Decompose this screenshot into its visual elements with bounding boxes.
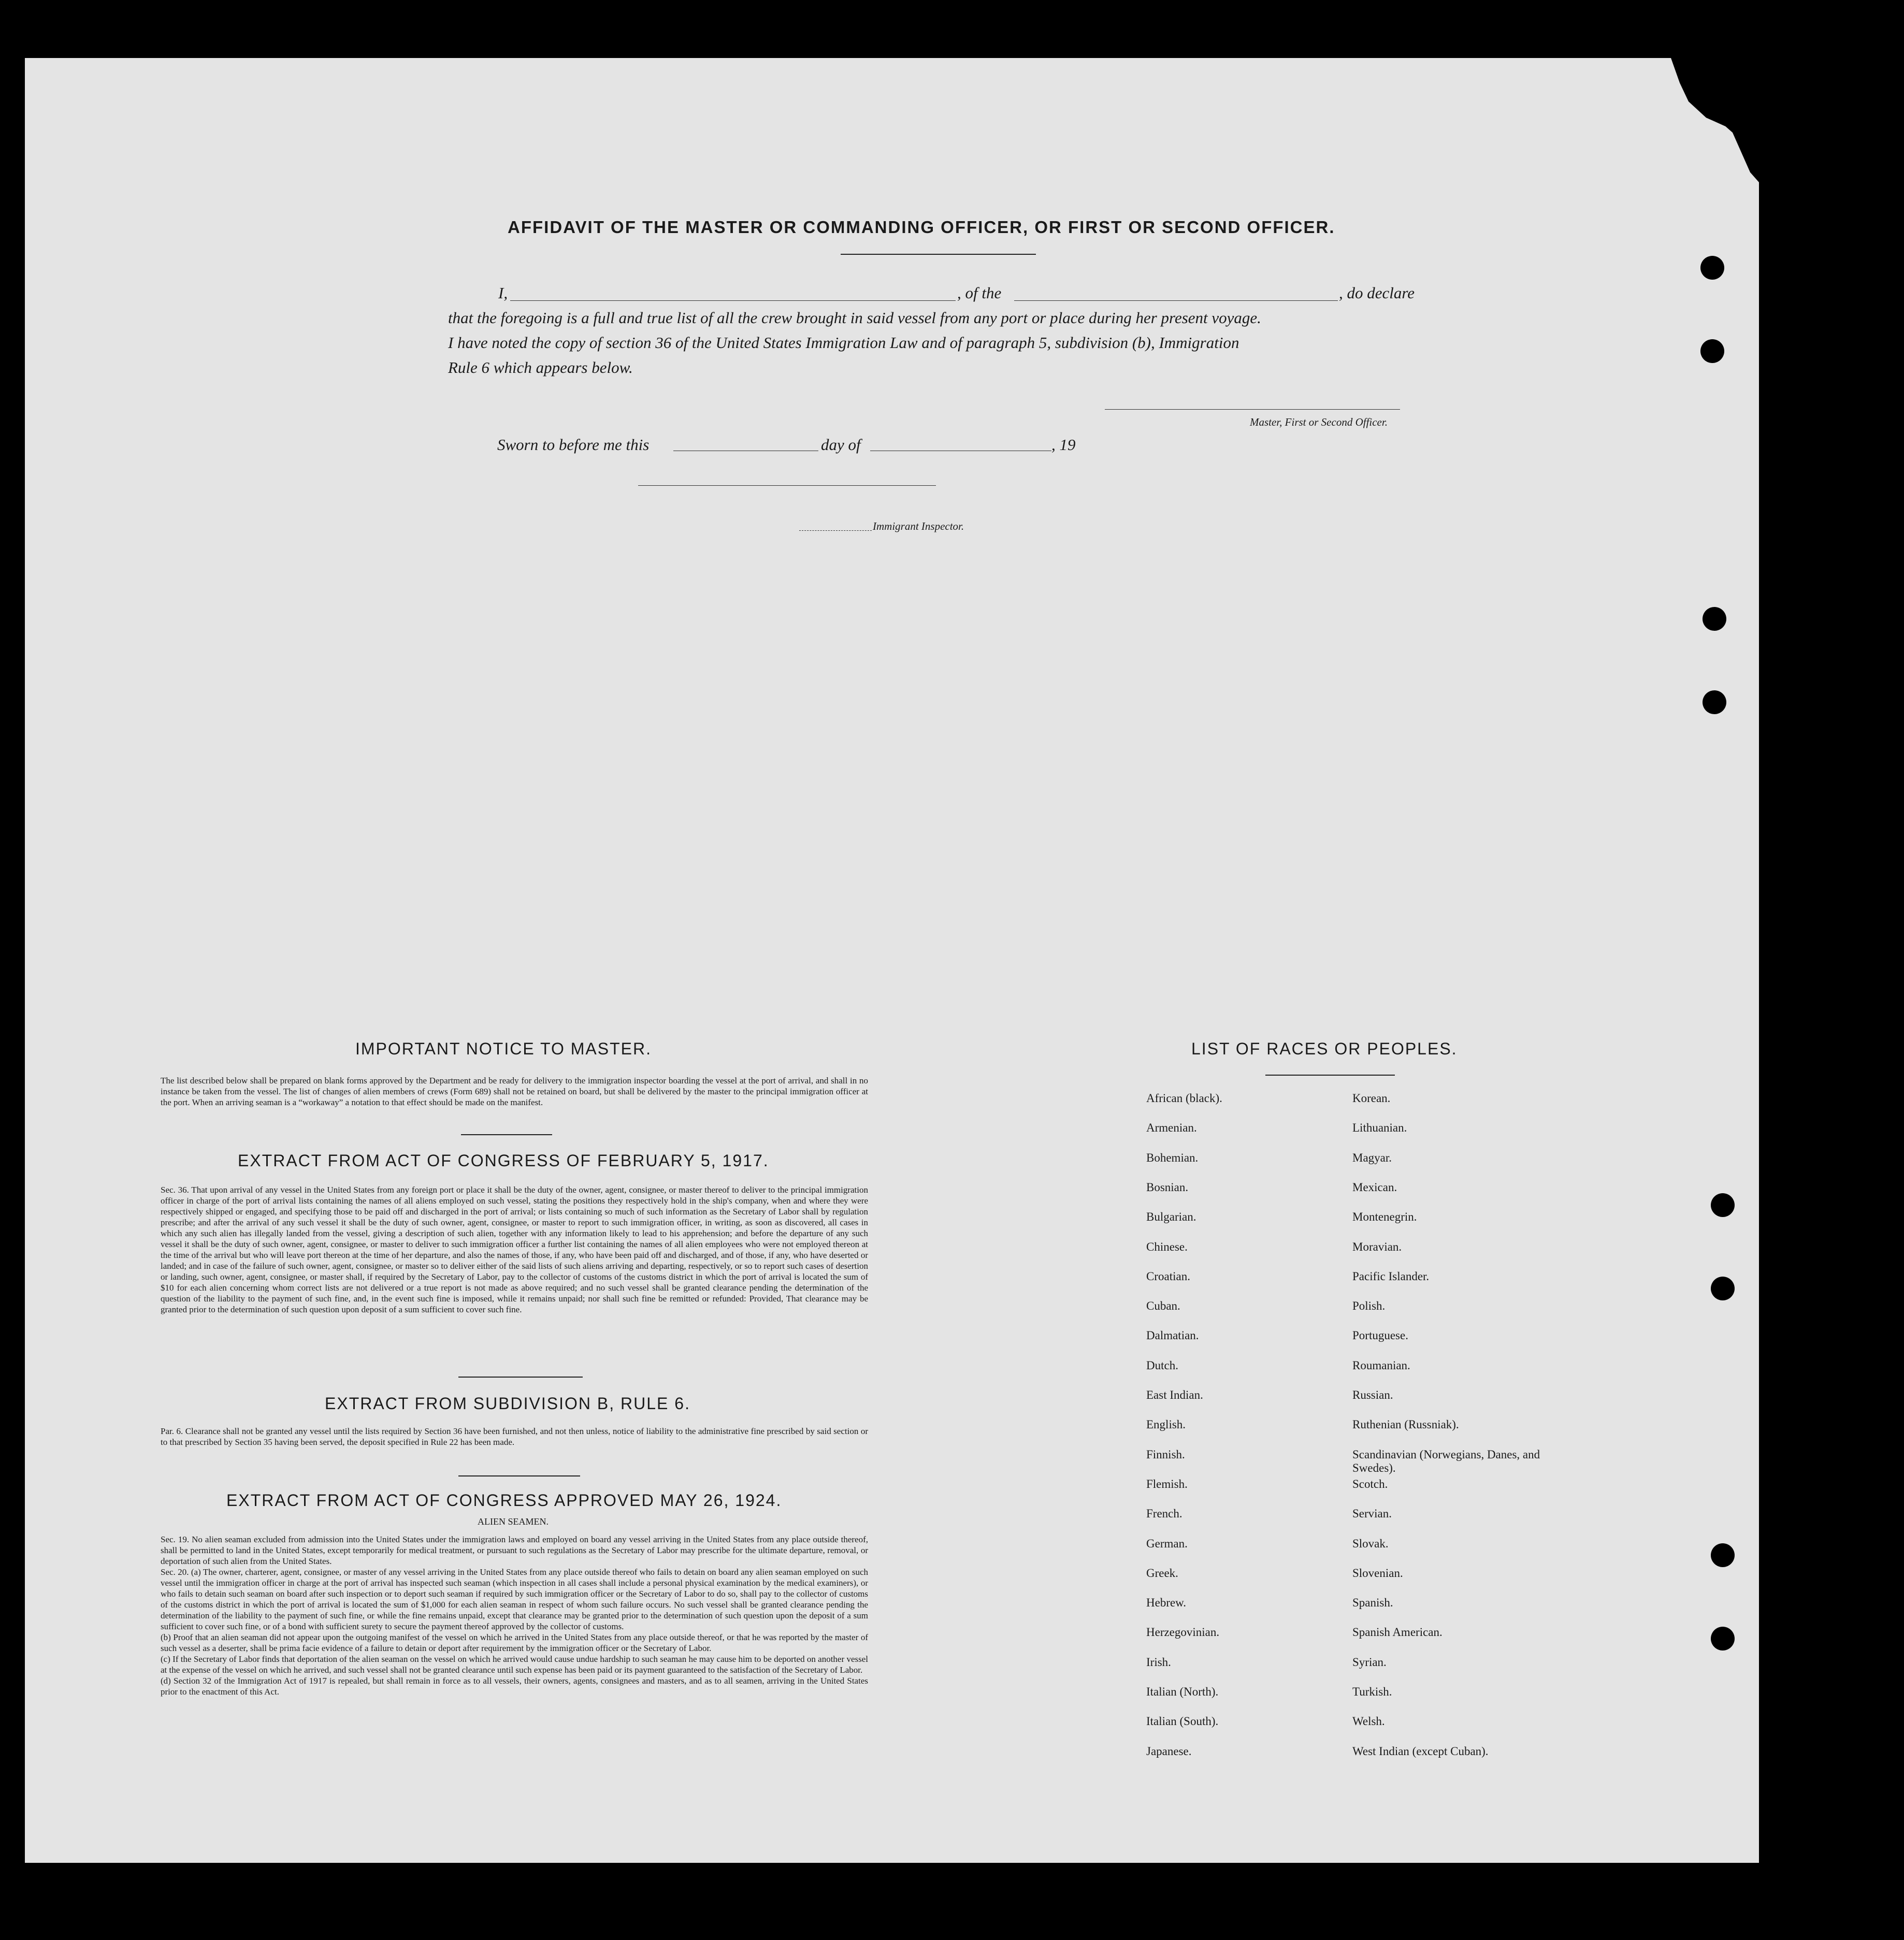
master-signature-caption: Master, First or Second Officer. bbox=[1250, 416, 1388, 428]
inspector-caption: Immigrant Inspector. bbox=[873, 520, 964, 532]
race-item: English. bbox=[1146, 1418, 1186, 1431]
sec-20d-paragraph: (d) Section 32 of the Immigration Act of 1917 is repealed, but shall remain in force as to all vessels, their owners, agents, consignees and masters, and as to all seamen, arriving in the United States prior to the enactment of this Act. bbox=[161, 1676, 868, 1697]
torn-corner bbox=[1671, 58, 1759, 182]
affidavit-line-2: I have noted the copy of section 36 of the United States Immigration Law and of paragraph 5, subdivision (b), Immigration bbox=[448, 334, 1239, 352]
punch-hole bbox=[1711, 1193, 1735, 1217]
extract-1924-subtitle: ALIEN SEAMEN. bbox=[478, 1516, 549, 1527]
race-item: Mexican. bbox=[1352, 1180, 1397, 1194]
race-item: Italian (North). bbox=[1146, 1685, 1219, 1698]
race-item: Welsh. bbox=[1352, 1715, 1385, 1728]
notice-text: The list described below shall be prepared on blank forms approved by the Department and be ready for delivery to the immigration inspector boarding the vessel at the port of arrival, and shall in no instance be taken from the vessel. The list of changes of alien members of crews (Form 689) shall not be retained on board, but shall be delivered by the master to the principal immigration officer at the port. When an arriving seaman is a “workaway” a notation to that effect should be made on the manifest. bbox=[161, 1076, 868, 1107]
punch-hole bbox=[1711, 1277, 1735, 1300]
race-item: Slovenian. bbox=[1352, 1566, 1403, 1580]
inspector-prefix-line bbox=[799, 530, 872, 531]
race-item: Servian. bbox=[1352, 1507, 1392, 1521]
race-item: Finnish. bbox=[1146, 1447, 1185, 1461]
race-item: Japanese. bbox=[1146, 1744, 1192, 1758]
race-item: Bulgarian. bbox=[1146, 1210, 1196, 1224]
race-item: Roumanian. bbox=[1352, 1358, 1410, 1372]
race-item: Montenegrin. bbox=[1352, 1210, 1417, 1224]
race-item: German. bbox=[1146, 1537, 1188, 1550]
year-label: , 19 bbox=[1051, 436, 1076, 454]
race-item: Scotch. bbox=[1352, 1477, 1388, 1490]
race-item: Pacific Islander. bbox=[1352, 1269, 1430, 1283]
name-blank[interactable] bbox=[510, 300, 956, 301]
race-item: Magyar. bbox=[1352, 1151, 1392, 1164]
races-title: LIST OF RACES OR PEOPLES. bbox=[1191, 1039, 1458, 1058]
sec-19-paragraph: Sec. 19. No alien seaman excluded from admission into the United States under the immigration laws and employed on board any vessel arriving in the United States from any place outside thereof, shall be permitted to land in the United States, except temporarily for medical treatment, or pursuant to such regulations as the Secretary of Labor may prescribe for the ultimate departure, removal, or deportation of such alien from the United States. bbox=[161, 1534, 868, 1566]
race-item: Dutch. bbox=[1146, 1358, 1178, 1372]
punch-hole bbox=[1700, 256, 1724, 280]
race-item: African (black). bbox=[1146, 1092, 1222, 1105]
sec-20c-paragraph: (c) If the Secretary of Labor finds that deportation of the alien seaman on the vessel on which he arrived would cause undue hardship to such seaman he may cause him to be deported on another vessel at the expense of the vessel on which he arrived, and such vessel shall not be granted clearance until such expense has been paid or its payment guaranteed to the satisfaction of the Secretary of Labor. bbox=[161, 1654, 868, 1675]
punch-hole bbox=[1703, 690, 1726, 714]
race-item: Croatian. bbox=[1146, 1269, 1190, 1283]
i-label: I, bbox=[498, 284, 508, 302]
race-item: Moravian. bbox=[1352, 1240, 1402, 1253]
extract-1917-rule bbox=[458, 1377, 583, 1378]
affidavit-line-3: Rule 6 which appears below. bbox=[448, 358, 633, 377]
sworn-label: Sworn to before me this bbox=[497, 436, 650, 454]
do-declare-label: , do declare bbox=[1339, 284, 1415, 302]
race-item: Bosnian. bbox=[1146, 1180, 1189, 1194]
punch-hole bbox=[1711, 1543, 1735, 1567]
subdivision-text: Par. 6. Clearance shall not be granted any vessel until the lists required by Section 36 have been furnished, and not then unless, notice of liability to the administrative fine prescribed by said section or to that prescribed by Section 35 having been served, the deposit specified in Rule 22 has been made. bbox=[161, 1426, 868, 1447]
subdivision-rule bbox=[458, 1475, 580, 1476]
race-item: Spanish. bbox=[1352, 1596, 1393, 1610]
race-item: Spanish American. bbox=[1352, 1626, 1443, 1639]
race-item: Hebrew. bbox=[1146, 1596, 1187, 1610]
day-of-label: day of bbox=[821, 436, 861, 454]
race-item: West Indian (except Cuban). bbox=[1352, 1744, 1489, 1758]
extract-1917-title: EXTRACT FROM ACT OF CONGRESS OF FEBRUARY 5, 1917. bbox=[238, 1151, 769, 1170]
subdivision-title: EXTRACT FROM SUBDIVISION B, RULE 6. bbox=[325, 1394, 690, 1413]
race-item: Polish. bbox=[1352, 1299, 1386, 1313]
notice-rule bbox=[461, 1134, 552, 1135]
races-rule bbox=[1265, 1075, 1395, 1076]
race-item: Chinese. bbox=[1146, 1240, 1188, 1253]
race-item: Armenian. bbox=[1146, 1121, 1197, 1135]
race-item: Scandinavian (Norwegians, Danes, and Swedes). bbox=[1352, 1447, 1540, 1474]
extract-1917-text: Sec. 36. That upon arrival of any vessel in the United States from any foreign port or place it shall be the duty of the owner, agent, consignee, or master thereof to deliver to the principal immigration officer in charge of the port of arrival lists containing the names of all aliens employed on such vessel, stating the positions they respectively hold in the ship's company, when and where they were respectively shipped or engaged, and specifying those to be paid off and discharged in the port of arrival; or lists containing so much of such information as the Secretary of Labor shall by regulation prescribe; and after the arrival of any such vessel it shall be the duty of such owner, agent, consignee, or master to report to such immigration officer, in writing, as soon as discovered, all cases in which any such alien has illegally landed from the vessel, giving a description of such alien, together with any information likely to lead to his apprehension; and before the departure of any such vessel it shall be the duty of such owner, agent, consignee, or master to deliver to such immigration officer a further list containing the names of all alien employees who were not employed thereon at the time of the arrival but who will leave port thereon at the time of her departure, and also the names of those, if any, who have been paid off and discharged, and of those, if any, who have deserted or landed; and in case of the failure of such owner, agent, consignee, or master so to deliver either of the said lists of such aliens arriving and departing, respectively, or so to report such cases of desertion or landing, such owner, agent, consignee, or master shall, if required by the Secretary of Labor, pay to the collector of customs of the customs district in which the port of arrival is located the sum of $10 for each alien concerning whom correct lists are not delivered or a true report is not made as above required; and no such vessel shall be granted clearance pending the determination of the question of the liability to the payment of such fine, and, in the event such fine is imposed, while it remains unpaid; nor shall such fine be remitted or refunded: Provided, That clearance may be granted prior to the determination of such question upon deposit of a sum sufficient to cover such fine. bbox=[161, 1185, 868, 1314]
race-item: Syrian. bbox=[1352, 1655, 1387, 1669]
punch-hole bbox=[1703, 607, 1726, 631]
race-item: Cuban. bbox=[1146, 1299, 1180, 1313]
sec-20b-paragraph: (b) Proof that an alien seaman did not appear upon the outgoing manifest of the vessel on which he arrived in the United States from any place outside thereof, or that he was reported by the master of such vessel as a deserter, shall be prima facie evidence of a failure to detain or deport after requirement by the immigration officer or the Secretary of Labor. bbox=[161, 1632, 868, 1653]
race-item: Herzegovinian. bbox=[1146, 1626, 1220, 1639]
punch-hole bbox=[1711, 1627, 1735, 1651]
vessel-blank[interactable] bbox=[1014, 300, 1338, 301]
affidavit-title: AFFIDAVIT OF THE MASTER OR COMMANDING OFFICER, OR FIRST OR SECOND OFFICER. bbox=[508, 218, 1335, 237]
race-item: Greek. bbox=[1146, 1566, 1178, 1580]
punch-hole bbox=[1700, 339, 1724, 363]
race-item: Bohemian. bbox=[1146, 1151, 1199, 1164]
race-item: Korean. bbox=[1352, 1092, 1391, 1105]
race-item: Portuguese. bbox=[1352, 1329, 1408, 1342]
race-item: Ruthenian (Russniak). bbox=[1352, 1418, 1459, 1431]
race-item: Italian (South). bbox=[1146, 1715, 1219, 1728]
race-item: Flemish. bbox=[1146, 1477, 1188, 1490]
master-signature-line[interactable] bbox=[1105, 409, 1400, 410]
race-item: Slovak. bbox=[1352, 1537, 1389, 1550]
race-item: East Indian. bbox=[1146, 1388, 1203, 1401]
extract-1924-text bbox=[161, 1534, 868, 1697]
race-item: Russian. bbox=[1352, 1388, 1393, 1401]
race-item: Irish. bbox=[1146, 1655, 1171, 1669]
of-the-label: , of the bbox=[957, 284, 1002, 302]
race-item: French. bbox=[1146, 1507, 1182, 1521]
affidavit-line-1: that the foregoing is a full and true list of all the crew brought in said vessel from any port or place during her present voyage. bbox=[448, 309, 1261, 327]
extract-1924-title: EXTRACT FROM ACT OF CONGRESS APPROVED MAY 26, 1924. bbox=[226, 1491, 782, 1510]
inspector-signature-line[interactable] bbox=[638, 485, 936, 486]
race-item: Turkish. bbox=[1352, 1685, 1392, 1698]
sec-20-paragraph: Sec. 20. (a) The owner, charterer, agent, consignee, or master of any vessel arriving in the United States from any place outside thereof who fails to detain on board any alien seaman employed on such vessel until the immigration officer in charge at the port of arrival has inspected such seaman (which inspection in all cases shall include a personal physical examination by the medical examiners), or who fails to detain such seaman on board after such inspection or to deport such seaman if required by such immigration officer or the Secretary of Labor to do so, shall pay to the collector of customs of the customs district in which the port of arrival is located the sum of $1,000 for each alien seaman in respect of whom such failure occurs. No such vessel shall be granted clearance pending the determination of the liability to the payment of such fine, or while the fine remains unpaid, except that clearance may be granted prior to the determination of such question upon the deposit of a sum sufficient to cover such fine, or of a bond with sufficient surety to secure the payment thereof approved by the collector of customs. bbox=[161, 1567, 868, 1631]
notice-title: IMPORTANT NOTICE TO MASTER. bbox=[355, 1039, 652, 1058]
title-rule bbox=[841, 254, 1036, 255]
race-item: Dalmatian. bbox=[1146, 1329, 1199, 1342]
race-item: Lithuanian. bbox=[1352, 1121, 1407, 1135]
